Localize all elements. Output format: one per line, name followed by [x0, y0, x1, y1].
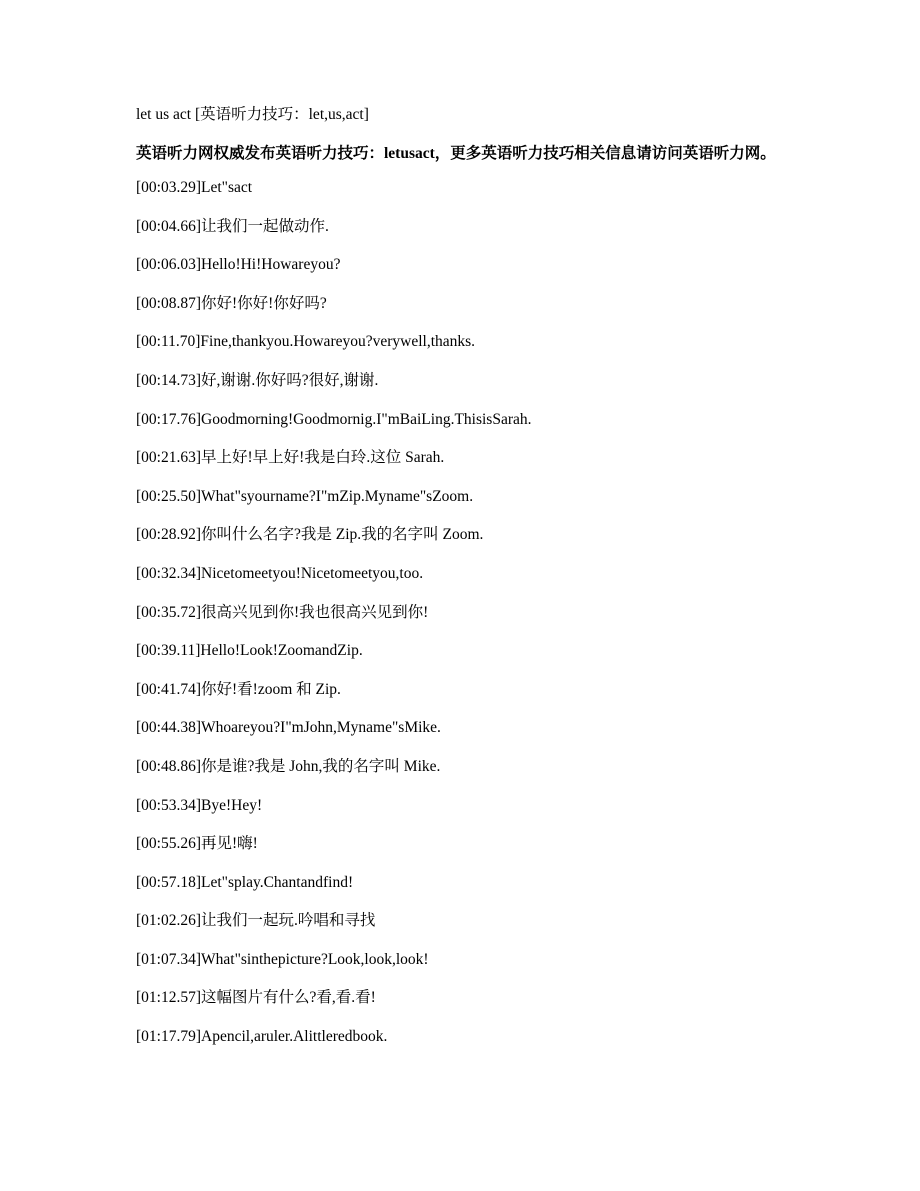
lyric-line: [00:06.03]Hello!Hi!Howareyou?: [136, 256, 341, 274]
lyric-line: [00:17.76]Goodmorning!Goodmornig.I"mBaiLing.ThisisSarah.: [136, 410, 532, 428]
lyric-line: [00:44.38]Whoareyou?I"mJohn,Myname"sMike.: [136, 719, 441, 737]
lyric-line: [00:21.63]早上好!早上好!我是白玲.这位 Sarah.: [136, 449, 445, 467]
lyric-line: [01:07.34]What"sinthepicture?Look,look,look!: [136, 950, 429, 968]
lyric-line: [00:53.34]Bye!Hey!: [136, 796, 263, 814]
document-page: [136, 104, 786, 1065]
lyric-line: [00:41.74]你好!看!zoom 和 Zip.: [136, 680, 341, 698]
lyric-lines: [136, 177, 786, 1065]
lyric-line: [00:08.87]你好!你好!你好吗?: [136, 294, 327, 312]
lyric-line: [00:11.70]Fine,thankyou.Howareyou?verywell,thanks.: [136, 333, 476, 351]
lyric-line: [00:03.29]Let"sact: [136, 179, 253, 196]
lyric-line: [00:35.72]很高兴见到你!我也很高兴见到你!: [136, 603, 429, 621]
lyric-line: [00:14.73]好,谢谢.你好吗?很好,谢谢.: [136, 371, 379, 389]
lyric-line: [00:25.50]What"syourname?I"mZip.Myname"sZoom.: [136, 487, 474, 505]
lyric-line: [00:39.11]Hello!Look!ZoomandZip.: [136, 642, 363, 660]
lyric-line: [00:32.34]Nicetomeetyou!Nicetomeetyou,too.: [136, 564, 424, 582]
lyric-line: [01:17.79]Apencil,aruler.Alittleredbook.: [136, 1028, 388, 1046]
lyric-line: [00:48.86]你是谁?我是 John,我的名字叫 Mike.: [136, 757, 441, 775]
lyric-line: [01:12.57]这幅图片有什么?看,看.看!: [136, 989, 376, 1007]
intro-paragraph: 英语听力网权威发布英语听力技巧：letusact，更多英语听力技巧相关信息请访问英语听力网。: [136, 145, 776, 162]
lyric-line: [01:02.26]让我们一起玩.吟唱和寻找: [136, 912, 376, 930]
document-title: let us act [英语听力技巧：let,us,act]: [136, 106, 369, 123]
lyric-line: [00:04.66]让我们一起做动作.: [136, 217, 329, 235]
lyric-line: [00:57.18]Let"splay.Chantandfind!: [136, 873, 354, 891]
lyric-line: [00:28.92]你叫什么名字?我是 Zip.我的名字叫 Zoom.: [136, 526, 484, 544]
lyric-line: [00:55.26]再见!嗨!: [136, 835, 258, 853]
